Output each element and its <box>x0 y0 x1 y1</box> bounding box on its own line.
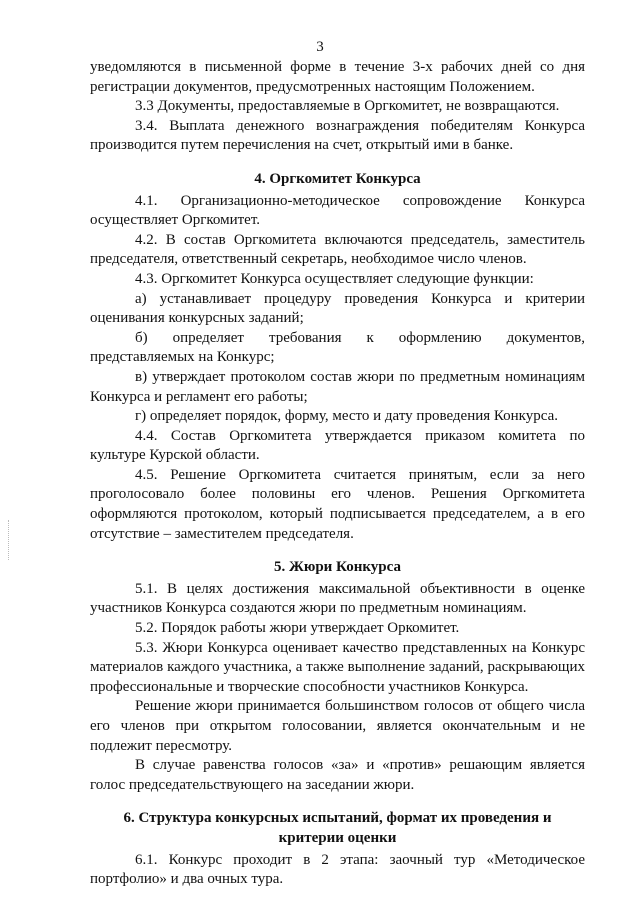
paragraph-5-2: 5.2. Порядок работы жюри утверждает Оркомитет. <box>135 620 460 637</box>
paragraph-5-5: В случае равенства голосов «за» и «против» решающим является голос председательствующего на заседании жюри. <box>90 757 585 793</box>
paragraph-3-3: 3.3 Документы, предоставляемые в Оргкомитет, не возвращаются. <box>135 98 560 115</box>
paragraph-4-2: 4.2. В состав Оргкомитета включаются председатель, заместитель председателя, ответственный секретарь, необходимое число членов. <box>90 231 585 268</box>
section-heading-5: 5. Жюри Конкурса <box>274 559 401 576</box>
paragraph-5-1: 5.1. В целях достижения максимальной объективности в оценке участников Конкурса создаются жюри по предметным номинациям. <box>90 580 585 617</box>
paragraph-4-3-a: а) устанавливает процедуру проведения Конкурса и критерии оценивания конкурсных заданий; <box>90 290 585 327</box>
paragraph-6-1: 6.1. Конкурс проходит в 2 этапа: заочный тур «Методическое портфолио» и два очных тура. <box>90 851 585 888</box>
paragraph-4-1: 4.1. Организационно-методическое сопровождение Конкурса осуществляет Оргкомитет. <box>90 192 585 229</box>
paragraph-5-4: Решение жюри принимается большинством голосов от общего числа его членов при открытом голосовании, является окончательным и не подлежит пересмотру. <box>90 698 585 754</box>
paragraph-4-3-v: в) утверждает протоколом состав жюри по предметным номинациям Конкурса и регламент его работы; <box>90 368 585 405</box>
section-heading-6: 6. Структура конкурсных испытаний, формат их проведения и критерии оценки <box>123 810 552 846</box>
scan-margin-mark <box>8 520 11 560</box>
paragraph-4-4: 4.4. Состав Оргкомитета утверждается приказом комитета по культуре Курской области. <box>90 427 585 464</box>
page-number: 3 <box>316 39 324 55</box>
paragraph-4-3-b: б) определяет требования к оформлению документов, представляемых на Конкурс; <box>90 329 585 366</box>
paragraph-4-5: 4.5. Решение Оргкомитета считается принятым, если за него проголосовало более половины его членов. Решения Оргкомитета оформляются протоколом, который подписывается председателем, а в его отсутствие – заместителем председателя. <box>90 466 585 542</box>
paragraph-4-3-g: г) определяет порядок, форму, место и дату проведения Конкурса. <box>135 408 559 425</box>
paragraph-4-3: 4.3. Оргкомитет Конкурса осуществляет следующие функции: <box>135 270 534 287</box>
section-heading-4: 4. Оргкомитет Конкурса <box>254 170 421 187</box>
document-body <box>90 58 585 890</box>
paragraph-3-4: 3.4. Выплата денежного вознаграждения победителям Конкурса производится путем перечисления на счет, открытый ими в банке. <box>90 117 585 154</box>
paragraph-continuation: уведомляются в письменной форме в течение 3-х рабочих дней со дня регистрации документов, предусмотренных настоящим Положением. <box>90 59 585 95</box>
paragraph-5-3: 5.3. Жюри Конкурса оценивает качество представленных на Конкурс материалов каждого участника, а также выполнение заданий, раскрывающих профессиональные и творческие способности участников Конкурса. <box>90 639 585 695</box>
